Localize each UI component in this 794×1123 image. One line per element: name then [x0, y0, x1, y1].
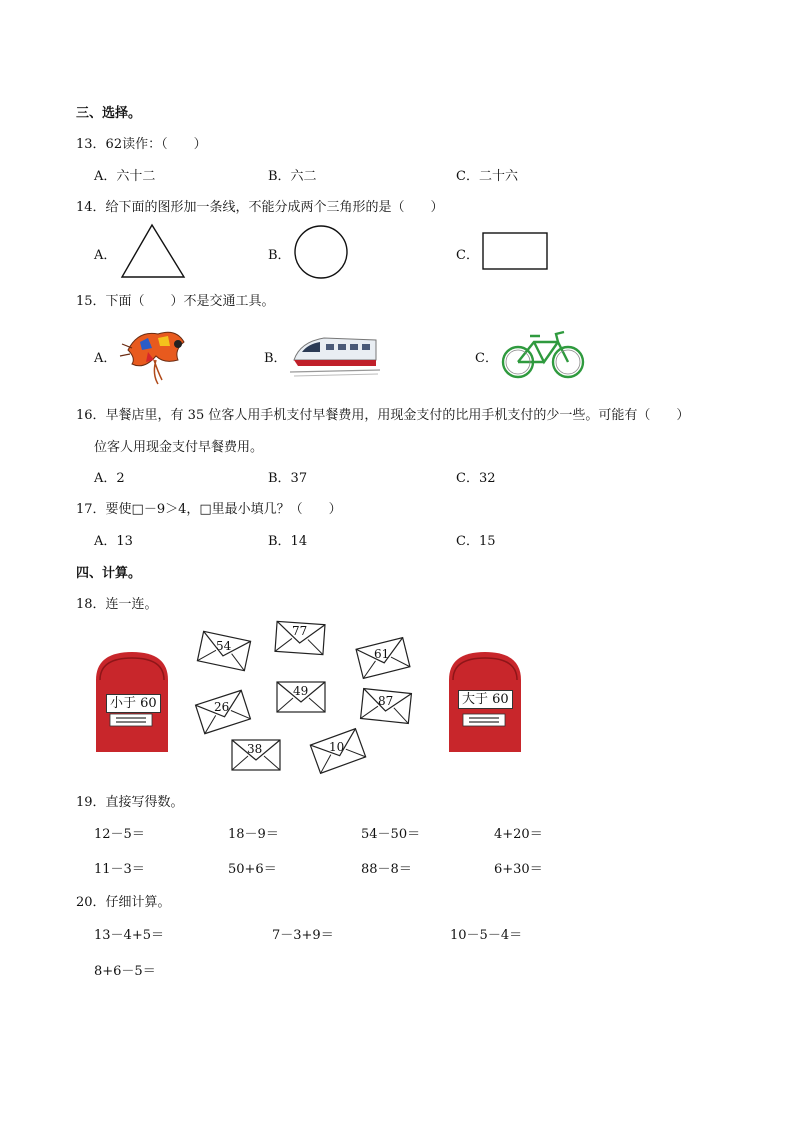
q19-expression: 50+6＝ — [228, 862, 277, 877]
q15-label-c: C． — [475, 351, 498, 366]
question-14: 14．给下面的图形加一条线，不能分成两个三角形的是（ ） — [76, 200, 444, 215]
q13-option-c: C．二十六 — [456, 169, 518, 184]
bicycle-icon — [500, 326, 586, 380]
question-16-line2: 位客人用现金支付早餐费用。 — [94, 440, 264, 455]
q14-label-c: C． — [456, 248, 479, 263]
q15-label-b: B． — [264, 351, 287, 366]
q17-option-c: C．15 — [456, 534, 496, 549]
q19-expression: 54－50＝ — [361, 827, 421, 842]
q17-option-a: A．13 — [94, 534, 133, 549]
q20-expression: 7－3+9＝ — [272, 928, 334, 943]
question-16-line1: 16．早餐店里，有 35 位客人用手机支付早餐费用，用现金支付的比用手机支付的少一些。可能有（ ） — [76, 408, 690, 423]
q14-label-a: A． — [94, 248, 117, 263]
q17-option-b: B．14 — [268, 534, 308, 549]
q20-expression: 10－5－4＝ — [450, 928, 523, 943]
question-20: 20．仔细计算。 — [76, 895, 171, 910]
section-4-title: 四、计算。 — [76, 566, 142, 581]
q15-label-a: A． — [94, 351, 117, 366]
train-icon — [290, 330, 380, 378]
envelope-number: 54 — [216, 639, 232, 653]
envelope-number: 49 — [293, 684, 309, 698]
q16-option-a: A．2 — [94, 471, 125, 486]
question-19: 19．直接写得数。 — [76, 795, 184, 810]
rectangle-icon — [482, 231, 548, 271]
q19-expression: 18－9＝ — [228, 827, 279, 842]
q13-option-a: A．六十二 — [94, 169, 156, 184]
envelope-number: 26 — [214, 700, 230, 714]
question-17: 17．要使□－9＞4，□里最小填几？（ ） — [76, 502, 342, 517]
q19-expression: 12－5＝ — [94, 827, 145, 842]
q19-expression: 88－8＝ — [361, 862, 412, 877]
q20-expression: 8+6－5＝ — [94, 964, 156, 979]
q19-expression: 11－3＝ — [94, 862, 145, 877]
q16-option-c: C．32 — [456, 471, 496, 486]
envelope-number: 10 — [329, 740, 345, 754]
question-13: 13．62读作：（ ） — [76, 137, 207, 152]
section-3-title: 三、选择。 — [76, 106, 142, 121]
kite-icon — [118, 320, 190, 386]
q13-option-b: B．六二 — [268, 169, 317, 184]
mailbox-left-label: 小于 60 — [106, 694, 161, 713]
q14-label-b: B． — [268, 248, 291, 263]
q16-option-b: B．37 — [268, 471, 308, 486]
envelope-number: 77 — [292, 624, 308, 638]
q19-expression: 4+20＝ — [494, 827, 543, 842]
envelope-number: 61 — [374, 647, 390, 661]
q19-expression: 6+30＝ — [494, 862, 543, 877]
envelope-number: 38 — [247, 742, 263, 756]
circle-icon — [293, 224, 349, 280]
mailbox-right-label: 大于 60 — [458, 690, 513, 709]
question-15: 15．下面（ ）不是交通工具。 — [76, 294, 275, 309]
question-18: 18．连一连。 — [76, 597, 158, 612]
envelope-number: 87 — [378, 694, 394, 708]
q20-expression: 13－4+5＝ — [94, 928, 164, 943]
triangle-icon — [120, 222, 186, 280]
